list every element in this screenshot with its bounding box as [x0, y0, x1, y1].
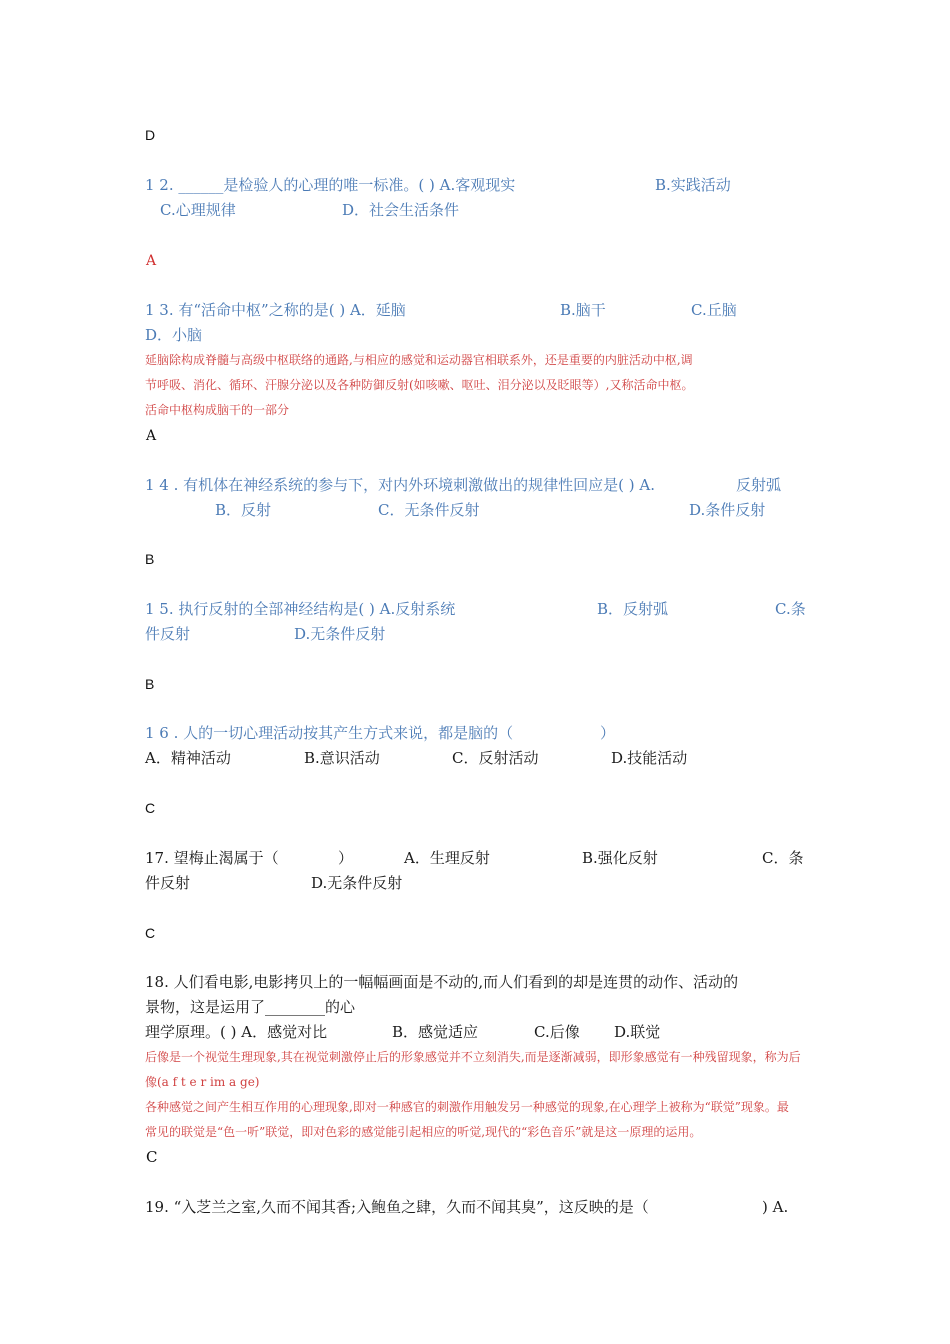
question-16-answer: C	[145, 800, 156, 816]
question-17-option-b: B.强化反射	[582, 849, 658, 867]
question-16-option-b: B.意识活动	[304, 749, 380, 767]
question-15-option-c-part1: C.条	[775, 600, 806, 618]
question-16-option-a: A．精神活动	[145, 749, 231, 767]
question-15-stem: 1 5. 执行反射的全部神经结构是( ) A.反射系统	[145, 600, 456, 618]
question-13-option-b: B.脑干	[560, 301, 606, 319]
question-16-option-d: D.技能活动	[611, 749, 688, 767]
question-12-option-d: D．社会生活条件	[342, 201, 460, 219]
question-14-stem: 1 4 . 有机体在神经系统的参与下，对内外环境刺激做出的规律性回应是( ) A.	[145, 476, 656, 494]
question-15-answer: B	[145, 676, 155, 692]
question-17-stem: 17. 望梅止渴属于（	[145, 849, 279, 867]
question-17-close: ）	[338, 849, 354, 867]
question-12-option-b: B.实践活动	[655, 176, 731, 194]
question-12-answer: A	[146, 253, 157, 269]
question-18-option-c: C.后像	[534, 1023, 580, 1041]
question-19-close: ) A.	[762, 1198, 789, 1216]
question-17-option-a: A．生理反射	[404, 849, 490, 867]
question-14-option-b: B．反射	[215, 501, 272, 519]
question-18-note-4: 常见的联觉是“色一听”联觉，即对色彩的感觉能引起相应的听觉,现代的“彩色音乐”就是这一原理的运用。	[145, 1125, 702, 1139]
question-13-option-c: C.丘脑	[691, 301, 737, 319]
question-14-option-d: D.条件反射	[689, 501, 766, 519]
question-18-line-2: 景物，这是运用了________的心	[145, 998, 356, 1016]
question-13-note-2: 节呼吸、消化、循环、汗腺分泌以及各种防御反射(如咳嗽、呕吐、泪分泌以及眨眼等）,又称活命中枢。	[145, 378, 694, 392]
question-14-option-a: 反射弧	[736, 476, 782, 494]
question-18-note-2: 像(a f t e r im a ge)	[145, 1075, 260, 1089]
question-18-option-d: D.联觉	[614, 1023, 661, 1041]
question-15-option-b: B．反射弧	[597, 600, 669, 618]
question-18-line-3: 理学原理。( ) A．感觉对比	[145, 1023, 328, 1041]
question-16-close: ）	[600, 724, 616, 742]
question-13-stem: 1 3. 有“活命中枢”之称的是( ) A．延脑	[145, 301, 406, 319]
question-13-option-d: D．小脑	[145, 326, 203, 344]
question-13-answer: A	[146, 428, 157, 444]
question-13-note-1: 延脑除构成脊髓与高级中枢联络的通路,与相应的感觉和运动器官相联系外，还是重要的内脏活动中枢,调	[145, 353, 693, 367]
question-13-note-3: 活命中枢构成脑干的一部分	[145, 403, 290, 417]
answer-prev: D	[145, 127, 156, 143]
question-17-answer: C	[145, 925, 156, 941]
question-14-option-c: C．无条件反射	[378, 501, 480, 519]
question-15-option-c-part2: 件反射	[145, 625, 191, 643]
question-18-note-3: 各种感觉之间产生相互作用的心理现象,即对一种感官的刺激作用触发另一种感觉的现象,在心理学上被称为“联觉”现象。最	[145, 1100, 789, 1114]
question-16-stem: 1 6 . 人的一切心理活动按其产生方式来说，都是脑的（	[145, 724, 514, 742]
question-18-answer: C	[146, 1148, 158, 1166]
question-17-option-c-part2: 件反射	[145, 874, 191, 892]
question-17-option-d: D.无条件反射	[311, 874, 403, 892]
question-16-option-c: C．反射活动	[452, 749, 539, 767]
question-18-note-1: 后像是一个视觉生理现象,其在视觉刺激停止后的形象感觉并不立刻消失,而是逐渐减弱，即形象感觉有一种残留现象，称为后	[145, 1050, 801, 1064]
question-17-option-c-part1: C．条	[762, 849, 804, 867]
question-19-stem: 19. “入芝兰之室,久而不闻其香;入鲍鱼之肆，久而不闻其臭”，这反映的是（	[145, 1198, 649, 1216]
question-15-option-d: D.无条件反射	[294, 625, 386, 643]
question-14-answer: B	[145, 551, 155, 567]
question-12-option-c: C.心理规律	[160, 201, 236, 219]
question-12-stem: 1 2. ______是检验人的心理的唯一标准。( ) A.客观现实	[145, 176, 516, 194]
question-18-line-1: 18. 人们看电影,电影拷贝上的一幅幅画面是不动的,而人们看到的却是连贯的动作、活动的	[145, 973, 739, 991]
question-18-option-b: B．感觉适应	[392, 1023, 479, 1041]
